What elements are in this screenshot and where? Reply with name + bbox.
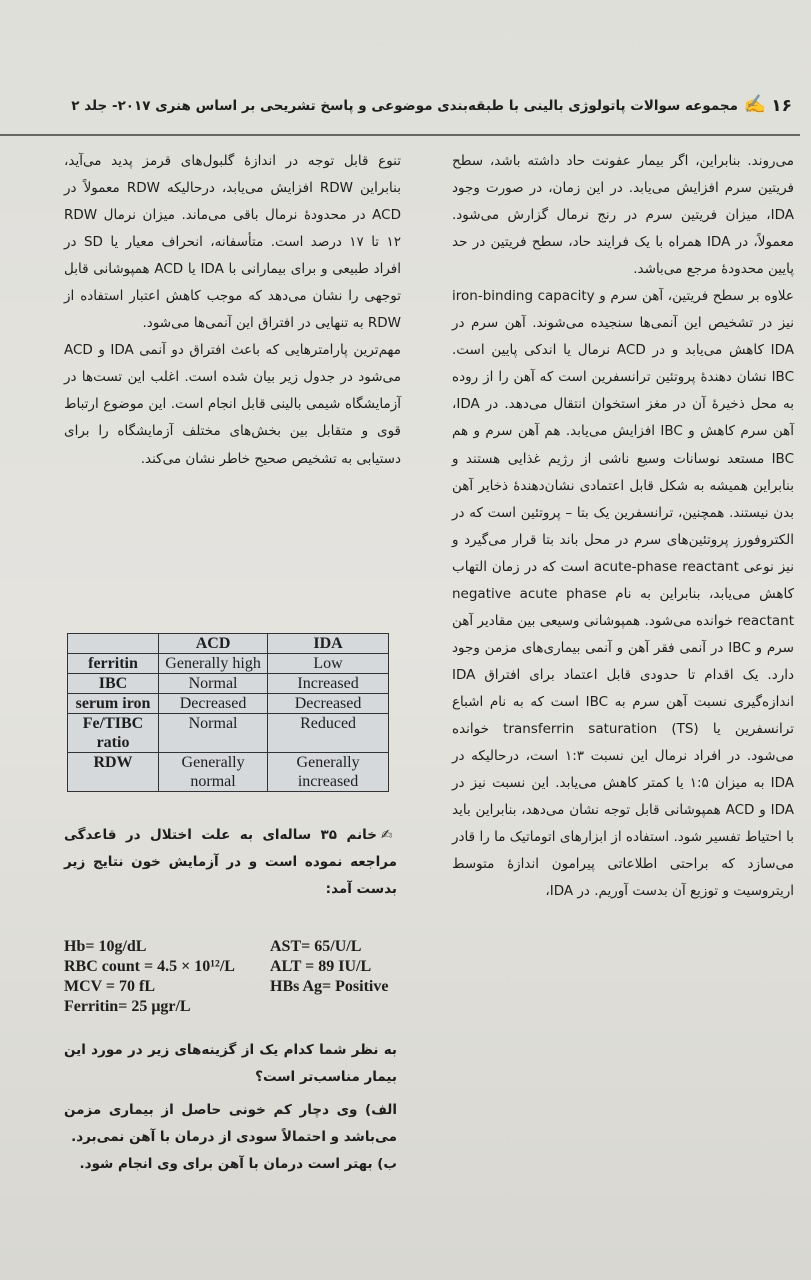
table-cell: Generally high (159, 654, 268, 674)
table-cell: Generally normal (159, 753, 268, 792)
row-label: serum iron (68, 694, 159, 714)
row-label: IBC (68, 674, 159, 694)
table-cell: Decreased (159, 694, 268, 714)
case-stem (64, 822, 397, 903)
table-cell: Normal (159, 674, 268, 694)
pen-icon: ✍ (743, 94, 766, 115)
lab-row (64, 937, 404, 957)
page-header (0, 90, 800, 136)
table-cell: Reduced (268, 714, 389, 753)
lab-value: ALT = 89 IU/L (270, 958, 372, 975)
lab-row (64, 977, 404, 997)
table-header-cell: ACD (159, 634, 268, 654)
table-cell: Increased (268, 674, 389, 694)
table-row (68, 753, 389, 792)
question-prompt: به نظر شما کدام یک از گزینه‌های زیر در مورد این بیمار مناسب‌تر است؟ (64, 1042, 397, 1085)
case-text: خانم ۳۵ ساله‌ای به علت اختلال در قاعدگی مراجعه نموده است و در آزمایش خون نتایج زیر بدست آمد: (64, 827, 397, 897)
question-block (64, 1037, 397, 1178)
answer-option: ب) بهتر است درمان با آهن برای وی انجام شود. (79, 1156, 397, 1172)
table-row (68, 654, 389, 674)
lab-value: AST= 65/U/L (270, 938, 362, 955)
row-label: RDW (68, 753, 159, 792)
lab-row (64, 997, 404, 1017)
page-number: ۱۶ (771, 96, 792, 116)
table-header-row (68, 634, 389, 654)
paragraph: علاوه بر سطح فریتین، آهن سرم و iron-binding capacity نیز در تشخیص این آنمی‌ها سنجیده می‌شوند. آهن سرم در IDA کاهش می‌یابد و در ACD نرمال یا اندکی پایین است. IBC نشان دهندهٔ پروتئین ترانسفرین است که آهن را از روده به محل ذخیرهٔ آن در مغز استخوان انتقال می‌دهد. در IDA، آهن سرم کاهش و IBC افزایش می‌یابد. هم آهن سرم و هم IBC مستعد نوسانات وسیع ناشی از رژیم غذایی هستند و بنابراین همیشه به شکل قابل اعتمادی نشان‌دهندهٔ ذخایر آهن بدن نیستند. همچنین، ترانسفرین یک بتا – پروتئین است که در الکتروفورز پروتئین‌های سرم در محل باند بتا قرار می‌گیرد و نیز نوعی acute-phase reactant است که در زمان التهاب کاهش می‌یابد، بنابراین به نام negative acute phase reactant خوانده می‌شود. همپوشانی وسیعی بین مقادیر آهن سرم و IBC در آنمی فقر آهن و آنمی بیماری‌های مزمن وجود دارد. یک اقدام تا حدودی قابل اعتماد برای افتراق IDA اندازه‌گیری نسبت آهن سرم به IBC است که به نام اشباع ترانسفرین یا transferrin saturation (TS) خوانده می‌شود. در افراد نرمال این نسبت ۱:۳ است، درحالیکه در IDA به میزان ۱:۵ یا کمتر کاهش می‌یابد. این نسبت نیز در IDA و ACD همپوشانی قابل توجه نشان می‌دهد، بنابراین باید با احتیاط تفسیر شود. استفاده از ابزارهای اتوماتیک ما را قادر می‌سازد که براحتی اطلاعاتی پیرامون اندازهٔ متوسط اریتروسیت و توزیع آن بدست آوریم. در IDA، (452, 288, 795, 900)
lab-results (64, 937, 404, 1017)
lab-value: Hb= 10g/dL (64, 938, 147, 955)
paragraph: تنوع قابل توجه در اندازهٔ گلبول‌های قرمز پدید می‌آید، بنابراین RDW افزایش می‌یابد، درحالیکه RDW معمولاً در ACD در محدودهٔ نرمال باقی می‌ماند. میزان نرمال RDW ۱۲ تا ۱۷ درصد است. متأسفانه، انحراف معیار یا SD در افراد طبیعی و برای بیمارانی با IDA یا ACD همپوشانی قابل توجهی را نشان می‌دهد که موجب کاهش اعتبار استفاده از RDW به تنهایی در افتراق این آنمی‌ها می‌شود. (64, 153, 401, 332)
lab-value: Ferritin= 25 μgr/L (64, 998, 191, 1015)
row-label: Fe/TIBC ratio (68, 714, 159, 753)
lab-value: HBs Ag= Positive (270, 978, 389, 995)
paragraph: مهم‌ترین پارامترهایی که باعث افتراق دو آنمی IDA و ACD می‌شود در جدول زیر بیان شده است. اغلب این تست‌ها در آزمایشگاه شیمی بالینی قابل انجام است. این موضوع ارتباط قوی و متقابل بین بخش‌های مختلف آزمایشگاه را برای دستیابی به تشخیص صحیح خاطر نشان می‌کند. (64, 342, 402, 467)
acd-ida-comparison-table (67, 633, 389, 792)
row-label: ferritin (68, 654, 159, 674)
table-cell: Decreased (268, 694, 389, 714)
pen-icon: ✍ (380, 827, 397, 843)
table-row (68, 714, 389, 753)
table-cell: Normal (159, 714, 268, 753)
table-header-cell: IDA (268, 634, 389, 654)
lab-value: RBC count = 4.5 × 10¹²/L (64, 958, 235, 975)
answer-option: الف) وی دچار کم خونی حاصل از بیماری مزمن می‌باشد و احتمالاً سودی از درمان با آهن نمی‌برد. (64, 1102, 397, 1145)
table-cell: Low (268, 654, 389, 674)
lab-value: MCV = 70 fL (64, 978, 156, 995)
paragraph: می‌روند. بنابراین، اگر بیمار عفونت حاد داشته باشد، سطح فریتین سرم افزایش می‌یابد. در این زمان، در صورت وجود IDA، میزان فریتین سرم در رنج نرمال گزارش می‌شود. معمولاً، در IDA همراه با یک فرایند حاد، سطح فریتین در حد پایین محدودهٔ مرجع می‌باشد. (452, 153, 794, 278)
table-header-cell (68, 634, 159, 654)
table-row (68, 694, 389, 714)
right-column (452, 148, 794, 905)
lab-row (64, 957, 404, 977)
left-column (64, 148, 401, 473)
running-title: مجموعه سوالات پاتولوژی بالینی با طبقه‌بندی موضوعی و پاسخ تشریحی بر اساس هنری ۲۰۱۷- جلد ۲ (71, 98, 738, 114)
table-row (68, 674, 389, 694)
table-cell: Generally increased (268, 753, 389, 792)
